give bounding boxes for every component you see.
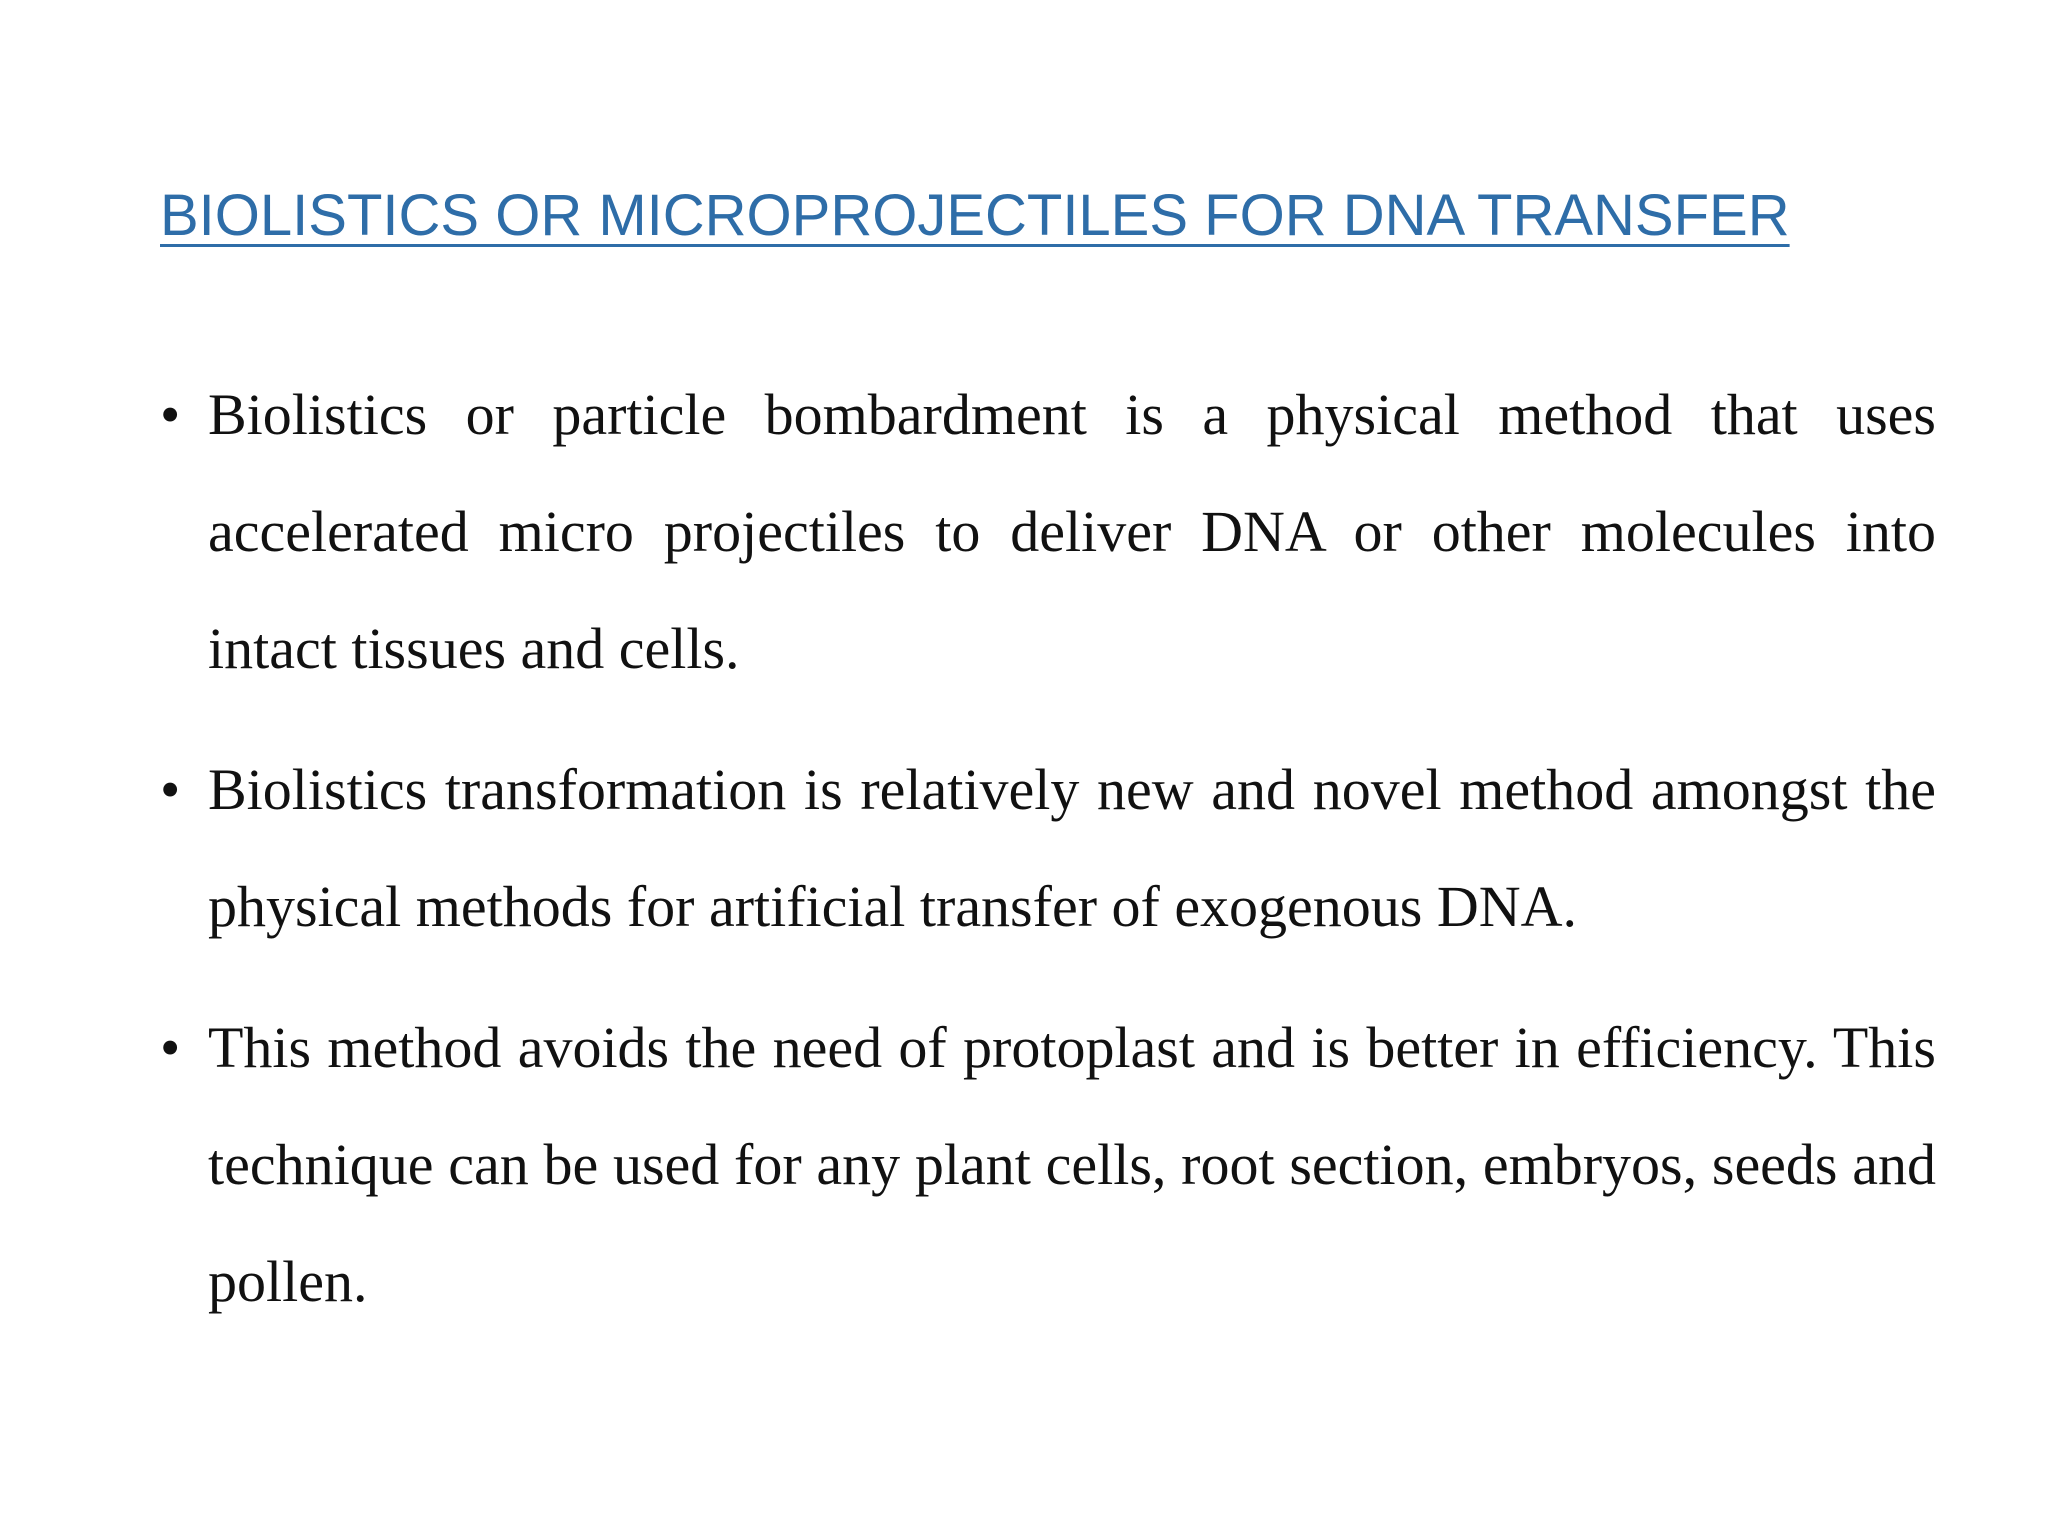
bullet-text: Biolistics or particle bombardment is a physical method that uses accelerated micro projectiles to deliver DNA or other molecules into intact tissues and cells. bbox=[208, 382, 1936, 681]
slide-title: BIOLISTICS OR MICROPROJECTILES FOR DNA TRANSFER bbox=[160, 183, 1790, 248]
bullet-list bbox=[160, 356, 1936, 1364]
bullet-item bbox=[160, 356, 1936, 707]
bullet-item bbox=[160, 989, 1936, 1340]
bullet-text: Biolistics transformation is relatively new and novel method amongst the physical methods for artificial transfer of exogenous DNA. bbox=[208, 757, 1936, 939]
bullet-item bbox=[160, 731, 1936, 965]
bullet-text: This method avoids the need of protoplast and is better in efficiency. This technique can be used for any plant cells, root section, embryos, seeds and pollen. bbox=[208, 1015, 1936, 1314]
bullet-icon: • bbox=[160, 1015, 181, 1080]
bullet-icon: • bbox=[160, 757, 181, 822]
bullet-icon: • bbox=[160, 382, 181, 447]
